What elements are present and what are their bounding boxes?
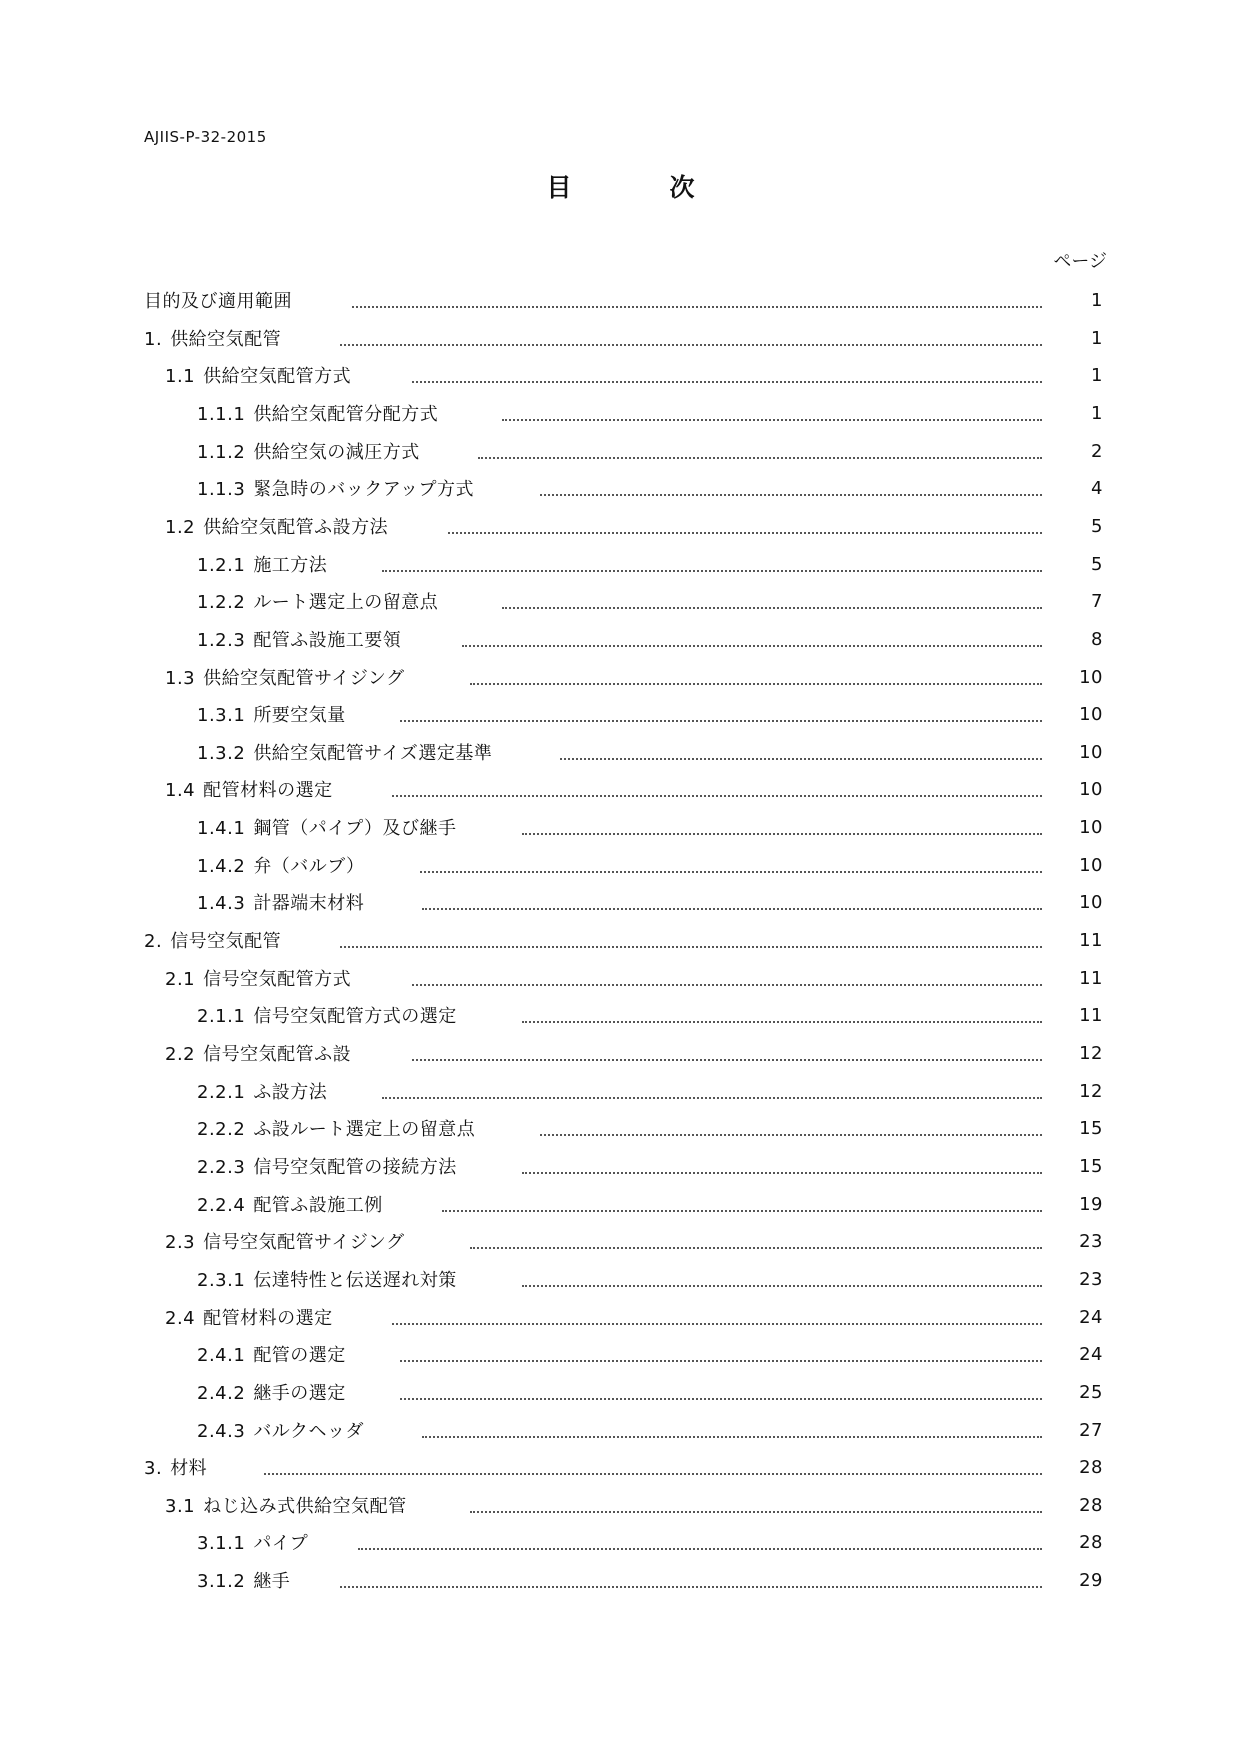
toc-entry-page-number: 1	[1091, 364, 1103, 386]
toc-entry[interactable]	[197, 551, 1103, 577]
toc-entry-title: 信号空気配管方式	[203, 969, 352, 990]
toc-entry[interactable]	[165, 664, 1103, 690]
toc-entry-label	[197, 889, 364, 915]
toc-dot-leader	[540, 1120, 1042, 1136]
toc-entry-page-number: 1	[1091, 327, 1103, 349]
toc-entry-number: 2.2	[165, 1044, 196, 1065]
toc-entry-label	[165, 513, 388, 539]
toc-entry[interactable]	[197, 400, 1103, 426]
toc-dot-leader	[540, 480, 1042, 496]
toc-entry-title: 計器端末材料	[253, 893, 365, 914]
toc-entry-number: 1.2.3	[197, 630, 246, 651]
toc-entry-label	[197, 1417, 364, 1443]
toc-entry-title: 配管の選定	[253, 1345, 346, 1366]
toc-dot-leader	[502, 405, 1042, 421]
toc-dot-leader	[412, 1045, 1042, 1061]
toc-entry-page-number: 4	[1091, 477, 1103, 499]
toc-dot-leader	[470, 1497, 1042, 1513]
toc-entry-title: 信号空気配管ふ設	[203, 1044, 352, 1065]
toc-entry[interactable]	[197, 1002, 1103, 1028]
toc-entry[interactable]	[165, 362, 1103, 388]
toc-entry[interactable]	[165, 1040, 1103, 1066]
toc-entry-title: ルート選定上の留意点	[253, 592, 439, 613]
toc-entry-number: 3.1.2	[197, 1571, 246, 1592]
toc-dot-leader	[400, 1384, 1042, 1400]
toc-entry[interactable]	[197, 475, 1103, 501]
toc-entry-title: 供給空気配管分配方式	[253, 404, 439, 425]
toc-entry-page-number: 12	[1079, 1042, 1103, 1064]
toc-entry-label	[144, 287, 292, 313]
toc-entry[interactable]	[165, 776, 1103, 802]
toc-entry-label	[165, 1492, 407, 1518]
toc-entry-page-number: 23	[1079, 1268, 1103, 1290]
toc-entry-title: 供給空気配管ふ設方法	[203, 517, 389, 538]
toc-entry-number: 2.	[144, 931, 163, 952]
toc-entry-page-number: 1	[1091, 289, 1103, 311]
toc-entry-number: 1.1.1	[197, 404, 246, 425]
toc-entry[interactable]	[197, 626, 1103, 652]
toc-entry-title: ふ設ルート選定上の留意点	[253, 1119, 476, 1140]
toc-entry-page-number: 7	[1091, 590, 1103, 612]
toc-entry[interactable]	[197, 1153, 1103, 1179]
toc-entry-page-number: 24	[1079, 1343, 1103, 1365]
toc-entry[interactable]	[144, 927, 1103, 953]
toc-entry-page-number: 25	[1079, 1381, 1103, 1403]
document-id: AJIIS-P-32-2015	[144, 128, 267, 146]
toc-entry-page-number: 28	[1079, 1494, 1103, 1516]
toc-entry-page-number: 10	[1079, 778, 1103, 800]
toc-entry-page-number: 15	[1079, 1155, 1103, 1177]
toc-entry-number: 2.4.3	[197, 1421, 246, 1442]
toc-entry-title: 所要空気量	[253, 705, 346, 726]
page-title-char-2: 次	[669, 173, 695, 202]
toc-entry[interactable]	[197, 1341, 1103, 1367]
toc-entry-title: 信号空気配管サイジング	[203, 1232, 405, 1253]
toc-dot-leader	[470, 1233, 1042, 1249]
toc-entry-page-number: 12	[1079, 1080, 1103, 1102]
toc-entry-page-number: 27	[1079, 1419, 1103, 1441]
toc-dot-leader	[478, 443, 1042, 459]
toc-entry-number: 3.1.1	[197, 1533, 246, 1554]
toc-dot-leader	[420, 857, 1042, 873]
toc-entry-title: 配管ふ設施工例	[253, 1195, 383, 1216]
toc-entry-page-number: 10	[1079, 854, 1103, 876]
toc-entry-label	[197, 701, 346, 727]
toc-entry-number: 3.	[144, 1458, 163, 1479]
toc-dot-leader	[502, 593, 1042, 609]
toc-entry-label	[144, 1454, 207, 1480]
page-column-label: ページ	[1053, 251, 1107, 272]
toc-dot-leader	[422, 1422, 1042, 1438]
toc-entry-label	[165, 1304, 333, 1330]
toc-entry[interactable]	[197, 1529, 1103, 1555]
toc-entry-number: 1.	[144, 329, 163, 350]
toc-entry-title: 供給空気配管方式	[203, 366, 352, 387]
toc-entry[interactable]	[197, 852, 1103, 878]
toc-entry-title: 供給空気配管	[170, 329, 282, 350]
toc-entry-number: 1.1.3	[197, 479, 246, 500]
toc-entry-title: 配管ふ設施工要領	[253, 630, 402, 651]
toc-entry-page-number: 10	[1079, 666, 1103, 688]
toc-entry[interactable]	[197, 588, 1103, 614]
toc-entry-page-number: 29	[1079, 1569, 1103, 1591]
toc-entry-label	[197, 814, 456, 840]
toc-dot-leader	[264, 1459, 1042, 1475]
toc-entry-page-number: 5	[1091, 515, 1103, 537]
toc-dot-leader	[382, 1083, 1042, 1099]
toc-entry-number: 1.2.2	[197, 592, 246, 613]
toc-entry-number: 1.4	[165, 780, 196, 801]
toc-entry-title: 弁（バルブ）	[253, 856, 365, 877]
toc-entry-number: 2.2.3	[197, 1157, 246, 1178]
toc-entry-label	[197, 1078, 327, 1104]
toc-entry-label	[197, 475, 474, 501]
toc-entry-label	[144, 325, 281, 351]
toc-entry-title: 信号空気配管方式の選定	[253, 1006, 457, 1027]
toc-entry-title: 継手の選定	[253, 1383, 346, 1404]
toc-entry-label	[197, 1153, 457, 1179]
toc-dot-leader	[400, 706, 1042, 722]
toc-entry-label	[197, 1379, 346, 1405]
toc-entry-number: 1.1.2	[197, 442, 246, 463]
toc-entry-page-number: 10	[1079, 741, 1103, 763]
toc-entry-number: 1.3.1	[197, 705, 246, 726]
toc-entry-page-number: 11	[1079, 929, 1103, 951]
toc-entry-title: ふ設方法	[253, 1082, 328, 1103]
toc-entry[interactable]	[144, 325, 1103, 351]
toc-entry-label	[197, 551, 327, 577]
toc-dot-leader	[522, 1158, 1042, 1174]
toc-entry[interactable]	[165, 513, 1103, 539]
toc-dot-leader	[340, 1572, 1042, 1588]
toc-entry-label	[197, 852, 365, 878]
toc-entry-number: 1.1	[165, 366, 196, 387]
toc-entry-label	[197, 1191, 383, 1217]
toc-entry-page-number: 2	[1091, 440, 1103, 462]
toc-entry-title: パイプ	[253, 1533, 309, 1554]
toc-entry[interactable]	[197, 1191, 1103, 1217]
toc-entry-number: 2.3.1	[197, 1270, 246, 1291]
toc-entry-label	[197, 438, 420, 464]
toc-dot-leader	[522, 1007, 1042, 1023]
toc-entry-label	[197, 1529, 308, 1555]
toc-entry[interactable]	[197, 1266, 1103, 1292]
toc-entry-label	[165, 362, 351, 388]
toc-entry-title: 信号空気配管	[170, 931, 282, 952]
toc-entry-label	[197, 588, 438, 614]
toc-entry-title: 供給空気の減圧方式	[253, 442, 420, 463]
toc-entry-title: 供給空気配管サイジング	[203, 668, 405, 689]
toc-entry[interactable]	[197, 438, 1103, 464]
toc-entry-number: 1.3.2	[197, 743, 246, 764]
toc-entry-page-number: 10	[1079, 891, 1103, 913]
toc-dot-leader	[448, 518, 1042, 534]
toc-dot-leader	[522, 819, 1042, 835]
toc-dot-leader	[340, 330, 1042, 346]
toc-entry-title: 供給空気配管サイズ選定基準	[253, 743, 493, 764]
toc-entry-number: 2.2.4	[197, 1195, 246, 1216]
toc-entry-label	[197, 739, 492, 765]
toc-entry-page-number: 5	[1091, 553, 1103, 575]
toc-entry[interactable]	[144, 1454, 1103, 1480]
toc-entry-label	[144, 927, 281, 953]
toc-entry[interactable]	[197, 1379, 1103, 1405]
toc-entry[interactable]	[165, 1228, 1103, 1254]
toc-entry-label	[197, 626, 401, 652]
toc-entry-number: 1.4.1	[197, 818, 246, 839]
toc-entry-number: 2.3	[165, 1232, 196, 1253]
toc-entry-page-number: 1	[1091, 402, 1103, 424]
toc-dot-leader	[522, 1271, 1042, 1287]
toc-entry-page-number: 23	[1079, 1230, 1103, 1252]
toc-entry-page-number: 19	[1079, 1193, 1103, 1215]
toc-dot-leader	[382, 556, 1042, 572]
toc-entry-label	[197, 1002, 457, 1028]
toc-entry-label	[197, 1567, 290, 1593]
toc-entry-number: 1.4.3	[197, 893, 246, 914]
toc-entry-page-number: 11	[1079, 967, 1103, 989]
toc-dot-leader	[470, 669, 1042, 685]
toc-entry-number: 2.2.2	[197, 1119, 246, 1140]
toc-entry-label	[197, 1115, 475, 1141]
toc-entry[interactable]	[197, 739, 1103, 765]
toc-dot-leader	[412, 367, 1042, 383]
toc-dot-leader	[412, 970, 1042, 986]
toc-entry-title: 伝達特性と伝送遅れ対策	[253, 1270, 457, 1291]
toc-entry-title: 信号空気配管の接続方法	[253, 1157, 457, 1178]
toc-entry[interactable]	[197, 889, 1103, 915]
toc-entry[interactable]	[197, 814, 1103, 840]
toc-entry-label	[197, 1341, 346, 1367]
toc-entry[interactable]	[165, 1492, 1103, 1518]
toc-entry[interactable]	[197, 701, 1103, 727]
toc-entry-number: 2.2.1	[197, 1082, 246, 1103]
toc-entry-number: 2.4	[165, 1308, 196, 1329]
toc-entry-title: 目的及び適用範囲	[144, 291, 292, 312]
toc-entry-label	[165, 776, 333, 802]
toc-entry-title: 材料	[170, 1458, 208, 1479]
toc-entry-page-number: 10	[1079, 703, 1103, 725]
toc-entry-page-number: 28	[1079, 1456, 1103, 1478]
toc-entry-page-number: 28	[1079, 1531, 1103, 1553]
toc-dot-leader	[422, 894, 1042, 910]
page-title-char-1: 目	[546, 173, 572, 202]
toc-entry[interactable]	[197, 1417, 1103, 1443]
toc-dot-leader	[352, 292, 1042, 308]
toc-entry[interactable]	[197, 1115, 1103, 1141]
toc-dot-leader	[442, 1196, 1042, 1212]
toc-entry-label	[165, 1228, 405, 1254]
toc-entry-number: 2.1	[165, 969, 196, 990]
toc-dot-leader	[340, 932, 1042, 948]
toc-entry-label	[197, 1266, 457, 1292]
toc-entry-label	[165, 965, 351, 991]
toc-dot-leader	[392, 1309, 1042, 1325]
toc-entry-number: 1.2.1	[197, 555, 246, 576]
toc-dot-leader	[392, 781, 1042, 797]
toc-entry-title: 施工方法	[253, 555, 328, 576]
toc-entry-title: 配管材料の選定	[203, 780, 333, 801]
toc-entry-page-number: 8	[1091, 628, 1103, 650]
toc-entry-number: 1.3	[165, 668, 196, 689]
toc-entry-number: 1.4.2	[197, 856, 246, 877]
toc-dot-leader	[462, 631, 1042, 647]
toc-entry-title: バルクヘッダ	[253, 1421, 364, 1442]
toc-entry-number: 1.2	[165, 517, 196, 538]
toc-entry[interactable]	[197, 1567, 1103, 1593]
toc-dot-leader	[400, 1346, 1042, 1362]
toc-entry-number: 2.4.2	[197, 1383, 246, 1404]
toc-entry-number: 2.1.1	[197, 1006, 246, 1027]
toc-entry-title: 緊急時のバックアップ方式	[253, 479, 475, 500]
toc-entry[interactable]	[165, 965, 1103, 991]
toc-entry[interactable]	[144, 287, 1103, 313]
toc-entry-page-number: 15	[1079, 1117, 1103, 1139]
toc-entry[interactable]	[197, 1078, 1103, 1104]
toc-entry-number: 2.4.1	[197, 1345, 246, 1366]
toc-entry-label	[197, 400, 438, 426]
toc-entry-number: 3.1	[165, 1496, 196, 1517]
toc-dot-leader	[358, 1534, 1042, 1550]
toc-entry-title: 配管材料の選定	[203, 1308, 333, 1329]
toc-entry-page-number: 10	[1079, 816, 1103, 838]
toc-entry-label	[165, 1040, 351, 1066]
toc-entry-page-number: 11	[1079, 1004, 1103, 1026]
toc-entry-page-number: 24	[1079, 1306, 1103, 1328]
toc-entry-title: 継手	[253, 1571, 291, 1592]
toc-entry-title: 鋼管（パイプ）及び継手	[253, 818, 457, 839]
toc-entry[interactable]	[165, 1304, 1103, 1330]
toc-entry-label	[165, 664, 405, 690]
toc-entry-title: ねじ込み式供給空気配管	[203, 1496, 407, 1517]
toc-dot-leader	[560, 744, 1042, 760]
